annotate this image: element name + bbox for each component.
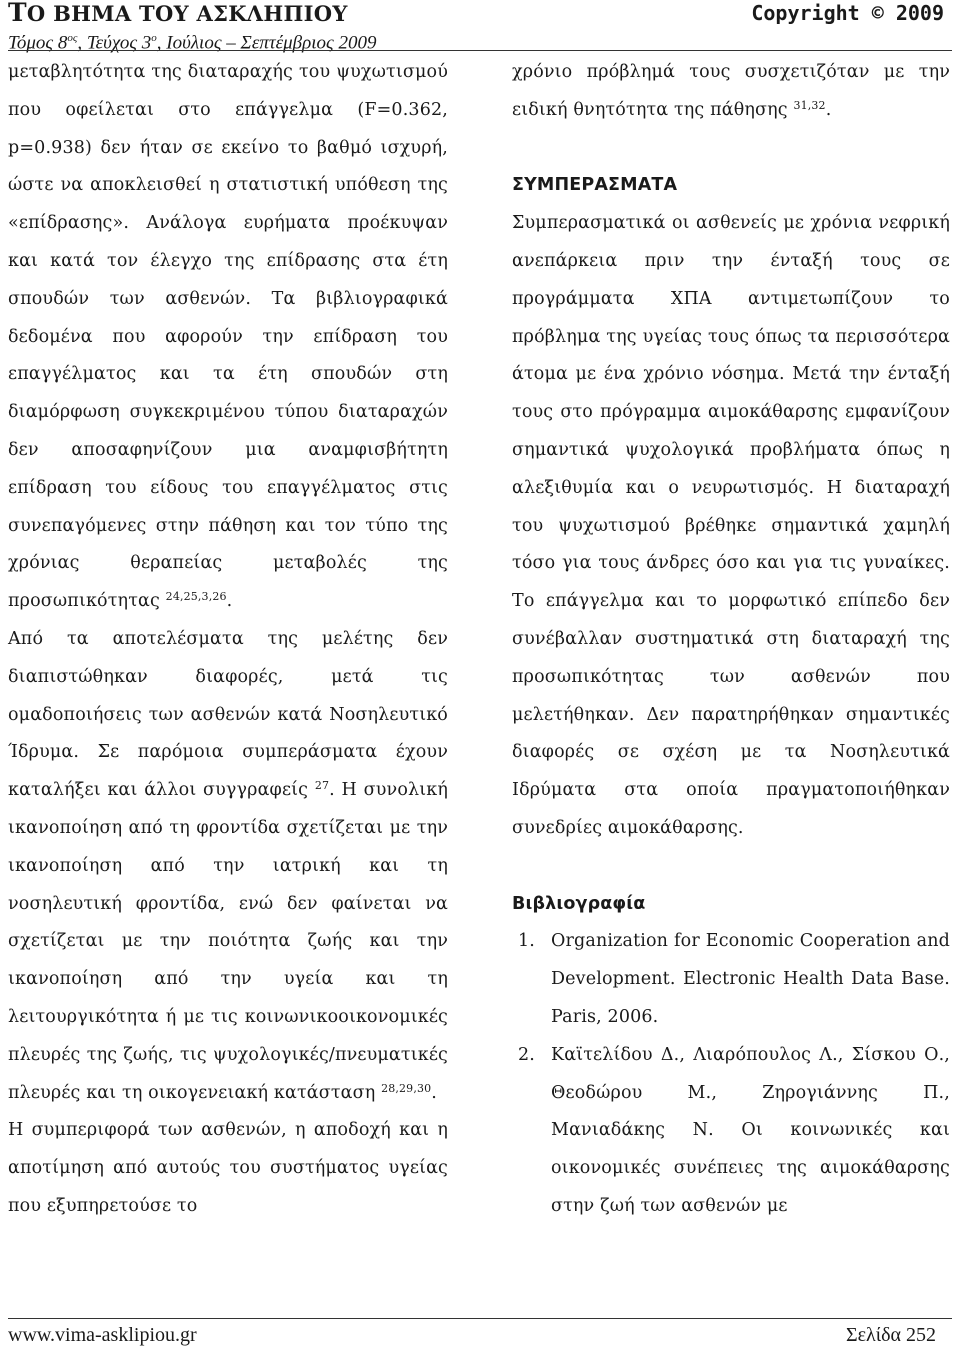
volume-label: Τόμος 8 bbox=[8, 32, 68, 54]
page-header bbox=[8, 0, 944, 52]
citation-refs: 28,29,30 bbox=[381, 1081, 432, 1095]
conclusions-text: Συμπερασματικά οι ασθενείς με χρόνια νεφρική ανεπάρκεια πριν την ένταξή τους σε προγράμματα ΧΠΑ αντιμετωπίζουν το πρόβλημα της υγείας τους όπως τα περισσότερα άτομα με ένα χρόνιο νόσημα. Μετά την ένταξή τους στο πρόγραμμα αιμοκάθαρσης εμφανίζουν σημαντικά ψυχολογικά προβλήματα όπως η αλεξιθυμία και ο νευρωτισμός. Η διαταραχή του ψυχωτισμού βρέθηκε σημαντικά χαμηλή τόσο για τους άνδρες όσο και για τις γυναίκες. Το επάγγελμα και το μορφωτικό επίπεδο δεν συνέβαλλαν συστηματικά στη διαταραχή της προσωπικότητας των ασθενών που μελετήθηκαν. Δεν παρατηρήθηκαν σημαντικές διαφορές σε σχέση με τα Νοσηλευτικά Ιδρύματα στα οποία πραγματοποιήθηκαν συνεδρίες αιμοκάθαρσης. bbox=[512, 213, 950, 838]
footer-rule bbox=[8, 1318, 952, 1319]
right-paragraph-1: χρόνιο πρόβλημά τους συσχετιζόταν με την ειδική θνητότητα της πάθησης $^{31,32}$. bbox=[512, 62, 950, 120]
left-paragraph-1: μεταβλητότητα της διαταραχής του ψυχωτισμού που οφείλεται στο επάγγελμα (F=0.362, p=0.938) δεν ήταν σε εκείνο το βαθμό ισχυρή, ώστε να αποκλεισθεί η στατιστική υπόθεση της «επίδρασης». Ανάλογα ευρήματα προέκυψαν και κατά τον έλεγχο της επίδρασης στα έτη σπουδών των ασθενών. Τα βιβλιογραφικά δεδομένα που αφορούν την επίδραση του επαγγέλματος και τα έτη σπουδών στη διαμόρφωση συγκεκριμένου τύπου διαταραχών δεν αποσαφηνίζουν μια αναμφισβήτητη επίδραση του είδους του επαγγέλματος στις συνεπαγόμενες στην πάθηση και τον τύπο της χρόνιας θεραπείας μεταβολές της προσωπικότητας $^{24,25,3,26}$. bbox=[8, 62, 448, 612]
journal-title-rest: Ο ΒΗΜΑ ΤΟΥ ΑΣΚΛΗΠΙΟΥ bbox=[26, 1, 348, 26]
header-rule bbox=[8, 50, 952, 51]
journal-url[interactable]: www.vima-asklipiou.gr bbox=[8, 1324, 197, 1346]
reference-item bbox=[512, 923, 950, 1036]
references-heading: Βιβλιογραφία bbox=[512, 893, 646, 914]
left-paragraph-3: Η συμπεριφορά των ασθενών, η αποδοχή και η αποτίμηση από αυτούς του συστήματος υγείας που εξυπηρετούσε το bbox=[8, 1120, 448, 1216]
left-paragraph-2-text-a: Από τα αποτελέσματα της μελέτης δεν διαπιστώθηκαν διαφορές, μετά τις ομαδοποιήσεις των ασθενών κατά Νοσηλευτικό Ίδρυμα. Σε παρόμοια συμπεράσματα έχουν καταλήξει και άλλοι συγγραφείς bbox=[8, 628, 448, 801]
right-paragraph-1-text: χρόνιο πρόβλημά τους συσχετιζόταν με την ειδική θνητότητα της πάθησης bbox=[512, 62, 950, 120]
issue-label: , Τεύχος 3 bbox=[77, 32, 152, 54]
citation-refs: 24,25,3,26 bbox=[165, 590, 227, 604]
left-paragraph-1-text: μεταβλητότητα της διαταραχής του ψυχωτισμού που οφείλεται στο επάγγελμα (F=0.362, p=0.938) δεν ήταν σε εκείνο το βαθμό ισχυρή, ώστε να αποκλεισθεί η στατιστική υπόθεση της «επίδρασης». Ανάλογα ευρήματα προέκυψαν και κατά τον έλεγχο της επίδρασης στα έτη σπουδών των ασθενών. Τα βιβλιογραφικά δεδομένα που αφορούν την επίδραση του επαγγέλματος και τα έτη σπουδών στη διαμόρφωση συγκεκριμένου τύπου διαταραχών δεν αποσαφηνίζουν μια αναμφισβήτητη επίδραση του είδους του επαγγέλματος στις συνεπαγόμενες στην πάθηση και τον τύπο της χρόνιας θεραπείας μεταβολές της προσωπικότητας bbox=[8, 62, 448, 612]
volume-sup: ος bbox=[67, 32, 78, 44]
journal-title-initial: Τ bbox=[8, 0, 27, 27]
reference-item bbox=[512, 1037, 950, 1226]
reference-text: Organization for Economic Cooperation and Development. Electronic Health Data Base. Paris, 2006. bbox=[551, 931, 950, 1027]
issue-dates: , Ιούλιος – Σεπτέμβριος 2009 bbox=[156, 32, 377, 54]
reference-number: 2. bbox=[518, 1044, 535, 1065]
copyright-notice: Copyright © 2009 bbox=[751, 1, 944, 25]
right-column bbox=[512, 54, 950, 1226]
section-spacer bbox=[512, 848, 950, 886]
conclusions-heading: ΣΥΜΠΕΡΑΣΜΑΤΑ bbox=[512, 175, 678, 196]
page-number: Σελίδα 252 bbox=[845, 1324, 936, 1346]
references-list bbox=[512, 923, 950, 1225]
left-paragraph-2: Από τα αποτελέσματα της μελέτης δεν διαπιστώθηκαν διαφορές, μετά τις ομαδοποιήσεις των ασθενών κατά Νοσηλευτικό Ίδρυμα. Σε παρόμοια συμπεράσματα έχουν καταλήξει και άλλοι συγγραφείς $^{27}$. Η συνολική ικανοποίηση από τη φροντίδα σχετίζεται με την ικανοποίηση από την ιατρική και τη νοσηλευτική φροντίδα, ενώ δεν φαίνεται να σχετίζεται με την ποιότητα ζωής και την ικανοποίηση από την υγεία και τη λειτουργικότητα ή με τις κοινωνικοοικονομικές πλευρές της ζωής, τις ψυχολογικές/πνευματικές πλευρές και τη οικογενειακή κατάσταση $^{28,29,30}$. bbox=[8, 628, 448, 1103]
journal-title bbox=[8, 0, 348, 27]
section-spacer bbox=[512, 130, 950, 168]
left-column bbox=[8, 54, 448, 1226]
reference-text: Καϊτελίδου Δ., Λιαρόπουλος Λ., Σίσκου Ο., Θεοδώρου Μ., Ζηρογιάννης Π., Μανιαδάκης Ν. Οι κοινωνικές και οικονομικές συνέπειες της αιμοκάθαρσης στην ζωή των ασθενών με bbox=[551, 1044, 950, 1216]
reference-number: 1. bbox=[518, 931, 535, 952]
issue-sup: ο bbox=[151, 32, 157, 44]
citation-refs: 31,32 bbox=[793, 98, 826, 112]
citation-refs: 27 bbox=[314, 779, 330, 793]
left-paragraph-2-text-b: . Η συνολική ικανοποίηση από τη φροντίδα σχετίζεται με την ικανοποίηση από την ιατρική και τη νοσηλευτική φροντίδα, ενώ δεν φαίνεται να σχετίζεται με την ποιότητα ζωής και την ικανοποίηση από την υγεία και τη λειτουργικότητα ή με τις κοινωνικοοικονομικές πλευρές της ζωής, τις ψυχολογικές/πνευματικές πλευρές και τη οικογενειακή κατάσταση bbox=[8, 780, 448, 1103]
